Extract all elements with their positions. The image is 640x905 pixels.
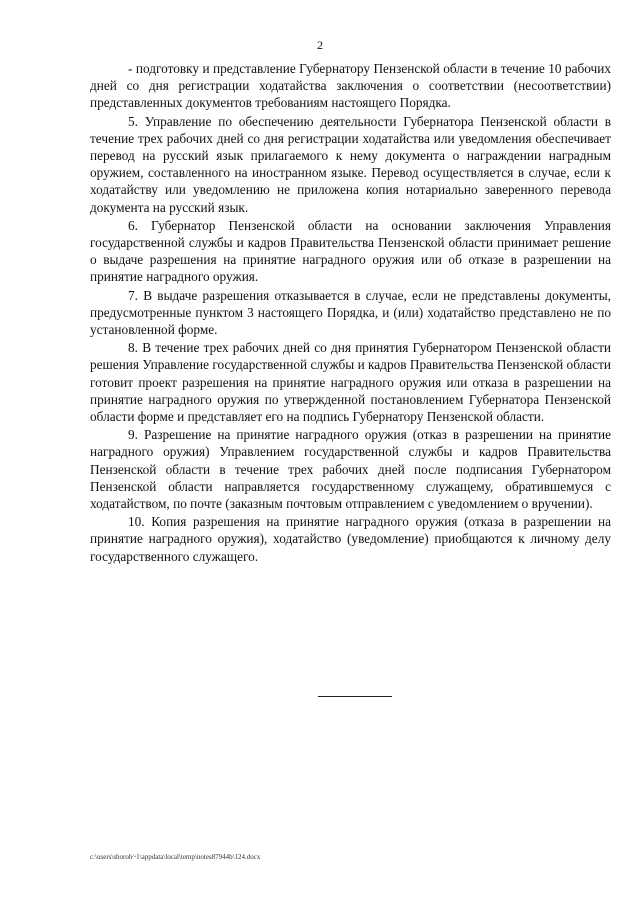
paragraph-1: - подготовку и представление Губернатору Пензенской области в течение 10 рабочих дней со дня регистрации ходатайства заключения о соответствии (несоответствии) представленных документов требованиям настоящего Порядка.	[90, 61, 611, 111]
paragraph-4: 7. В выдаче разрешения отказывается в случае, если не представлены документы, предусмотренные пунктом 3 настоящего Порядка, и (или) ходатайство представлено не по установленной форме.	[90, 287, 611, 338]
document-body	[90, 60, 611, 566]
paragraph-5: 8. В течение трех рабочих дней со дня принятия Губернатором Пензенской области решения Управление государственной службы и кадров Правительства Пензенской области готовит проект разрешения на принятие наградного оружия или отказа в разрешении на принятие наградного оружия по утвержденной постановлением Губернатора Пензенской области форме и представляет его на подпись Губернатору Пензенской области.	[90, 340, 611, 425]
paragraph-3: 6. Губернатор Пензенской области на основании заключения Управления государственной службы и кадров Правительства Пензенской области принимает решение о выдаче разрешения на принятие наградного оружия или об отказе в разрешении на принятие наградного оружия.	[90, 217, 611, 285]
footer-file-path: c:\users\shoroh~1\appdata\local\temp\notes87944b\124.docx	[90, 853, 261, 861]
paragraph-6: 9. Разрешение на принятие наградного оружия (отказ в разрешении на принятие наградного оружия) Управлением государственной службы и кадров Правительства Пензенской области в течение трех рабочих дней после подписания Губернатором Пензенской области направляется государственному служащему, обратившемуся с ходатайством, по почте (заказным почтовым отправлением с уведомлением о вручении).	[90, 427, 611, 512]
end-separator-line	[318, 696, 392, 697]
paragraph-7: 10. Копия разрешения на принятие наградного оружия (отказа в разрешении на принятие наградного оружия), ходатайство (уведомление) приобщаются к личному делу государственного служащего.	[90, 514, 611, 564]
paragraph-2: 5. Управление по обеспечению деятельности Губернатора Пензенской области в течение трех рабочих дней со дня регистрации ходатайства или уведомления обеспечивает перевод на русский язык прилагаемого к нему документа о награждении наградным оружием, составленного на иностранном языке. Перевод осуществляется в случае, если к ходатайству или уведомлению не приложена копия нотариально заверенного перевода документа на русский язык.	[90, 113, 611, 215]
page-number: 2	[317, 38, 323, 52]
